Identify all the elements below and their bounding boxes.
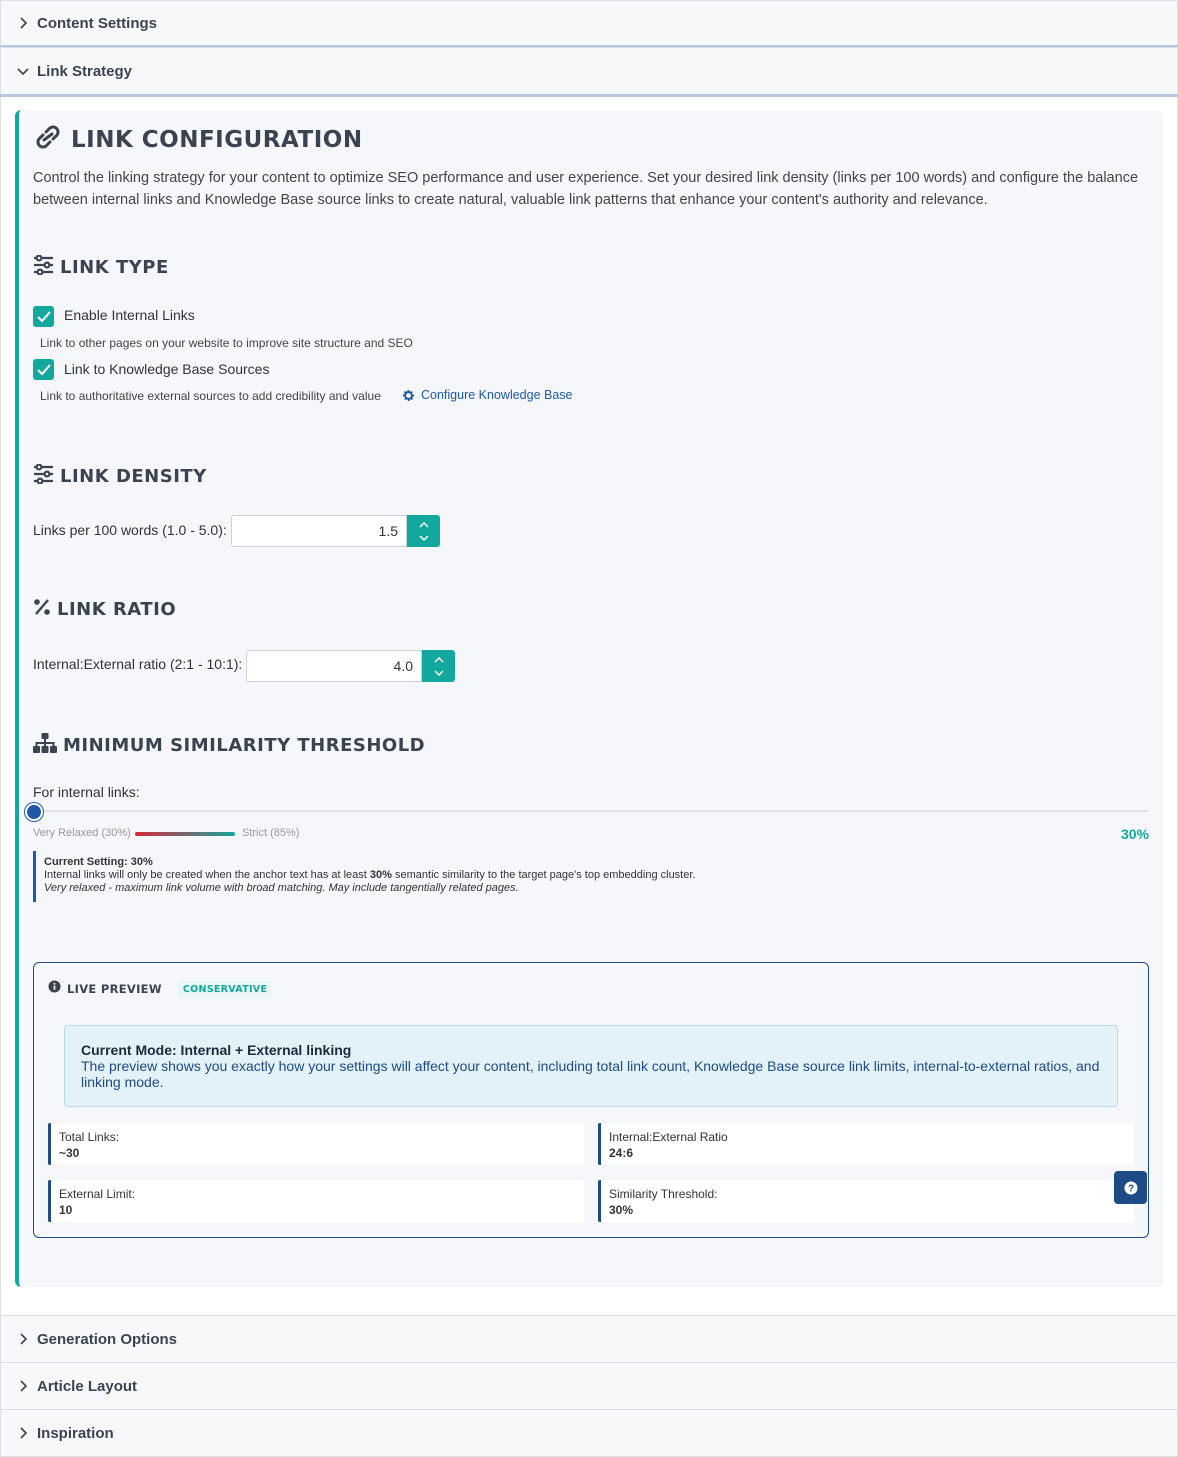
- config-heading: [33, 124, 363, 155]
- stat-label: Similarity Threshold:: [609, 1187, 718, 1201]
- accordion-title: Content Settings: [37, 14, 157, 32]
- threshold-label: For internal links:: [33, 784, 140, 800]
- density-label: Links per 100 words (1.0 - 5.0):: [33, 522, 227, 538]
- density-stepper[interactable]: [231, 515, 440, 547]
- threshold-note-italic: Very relaxed - maximum link volume with broad matching. May include tangentially related pages.: [44, 882, 519, 894]
- accordion-title: Generation Options: [37, 1330, 178, 1348]
- stat-label: Total Links:: [59, 1130, 120, 1144]
- threshold-slider-track[interactable]: [33, 810, 1148, 812]
- stat-value: 30%: [609, 1203, 634, 1217]
- percent-icon: [33, 598, 51, 621]
- threshold-gradient: [135, 832, 235, 836]
- live-preview-title: LIVE PREVIEW: [67, 982, 162, 996]
- current-mode-description: The preview shows you exactly how your settings will affect your content, including total link count, Knowledge Base source link limits, internal-to-external ratios, and linking mode.: [81, 1058, 1100, 1090]
- link-ratio-heading: [33, 598, 176, 621]
- threshold-max-label: Strict (85%): [242, 827, 300, 839]
- current-setting: Current Setting: 30%: [44, 856, 153, 868]
- internal-links-label[interactable]: Enable Internal Links: [64, 307, 195, 323]
- current-mode-box: [64, 1025, 1118, 1107]
- stat-external-limit: [48, 1180, 584, 1222]
- chevron-right-icon: [15, 1331, 31, 1347]
- threshold-note-text: Internal links will only be created when the anchor text has at least 30% semantic similarity to the target page's top embedding cluster.: [44, 869, 696, 881]
- mode-badge: CONSERVATIVE: [178, 981, 272, 998]
- threshold-value: 30%: [1120, 826, 1149, 842]
- config-description: Control the linking strategy for your content to optimize SEO performance and user experience. Set your desired link density (links per 100 words) and configure the balance between internal links and Knowledge Base source links to create natural, valuable link patterns that enhance your content's authority and relevance.: [33, 170, 1139, 208]
- chevron-up-icon[interactable]: [419, 522, 429, 528]
- ratio-spin-buttons[interactable]: [422, 650, 455, 682]
- kb-sources-hint: Link to authoritative external sources to add credibility and value: [40, 389, 381, 403]
- chevron-down-icon: [15, 63, 31, 79]
- sliders-icon: [33, 464, 54, 489]
- configure-kb-label: Configure Knowledge Base: [421, 388, 573, 402]
- question-icon: [1124, 1181, 1138, 1195]
- link-type-title: LINK TYPE: [60, 257, 169, 278]
- svg-text:?: ?: [1127, 1183, 1134, 1194]
- sliders-icon: [33, 255, 54, 280]
- threshold-min-label: Very Relaxed (30%): [33, 827, 131, 839]
- stat-similarity: [598, 1180, 1134, 1222]
- internal-links-checkbox[interactable]: [33, 306, 54, 327]
- gear-icon: [402, 389, 415, 402]
- threshold-title: MINIMUM SIMILARITY THRESHOLD: [63, 735, 426, 756]
- chevron-right-icon: [15, 1425, 31, 1441]
- link-density-title: LINK DENSITY: [60, 466, 207, 487]
- threshold-slider-thumb[interactable]: [25, 803, 43, 821]
- check-icon: [37, 311, 51, 323]
- accordion-content-settings[interactable]: [0, 0, 1178, 46]
- sitemap-icon: [33, 733, 57, 758]
- current-mode-title: Current Mode: Internal + External linking: [81, 1042, 352, 1058]
- stat-label: External Limit:: [59, 1187, 136, 1201]
- density-spin-buttons[interactable]: [407, 515, 440, 547]
- threshold-heading: [33, 733, 425, 758]
- chevron-up-icon[interactable]: [434, 657, 444, 663]
- chevron-right-icon: [15, 1378, 31, 1394]
- accordion-title: Inspiration: [37, 1424, 114, 1442]
- stat-value: 24:6: [609, 1146, 634, 1160]
- ratio-input[interactable]: [246, 650, 422, 682]
- link-icon: [33, 124, 63, 155]
- info-icon: [48, 980, 61, 998]
- accordion-title: Article Layout: [37, 1377, 138, 1395]
- link-type-heading: [33, 255, 169, 280]
- configure-kb-link[interactable]: [402, 388, 573, 402]
- stat-value: ~30: [59, 1146, 80, 1160]
- threshold-note: [33, 851, 833, 902]
- stat-total-links: [48, 1123, 584, 1165]
- ratio-stepper[interactable]: [246, 650, 455, 682]
- internal-links-hint: Link to other pages on your website to improve site structure and SEO: [40, 336, 413, 350]
- accordion-link-strategy[interactable]: [0, 47, 1178, 95]
- config-title: LINK CONFIGURATION: [71, 126, 363, 153]
- stat-value: 10: [59, 1203, 73, 1217]
- accordion-inspiration[interactable]: [0, 1409, 1178, 1457]
- chevron-down-icon[interactable]: [434, 670, 444, 676]
- live-preview-box: [33, 962, 1149, 1238]
- chevron-down-icon[interactable]: [419, 535, 429, 541]
- help-button[interactable]: [1114, 1171, 1147, 1204]
- accordion-generation-options[interactable]: [0, 1315, 1178, 1363]
- ratio-label: Internal:External ratio (2:1 - 10:1):: [33, 656, 243, 672]
- kb-sources-checkbox[interactable]: [33, 359, 54, 380]
- chevron-right-icon: [15, 15, 31, 31]
- stat-ratio: [598, 1123, 1134, 1165]
- accordion-article-layout[interactable]: [0, 1362, 1178, 1410]
- stat-label: Internal:External Ratio: [609, 1130, 728, 1144]
- link-density-heading: [33, 464, 207, 489]
- density-input[interactable]: [231, 515, 407, 547]
- check-icon: [37, 364, 51, 376]
- live-preview-header: [48, 980, 272, 998]
- link-ratio-title: LINK RATIO: [57, 599, 177, 620]
- kb-sources-label[interactable]: Link to Knowledge Base Sources: [64, 361, 270, 377]
- accordion-title: Link Strategy: [37, 62, 133, 80]
